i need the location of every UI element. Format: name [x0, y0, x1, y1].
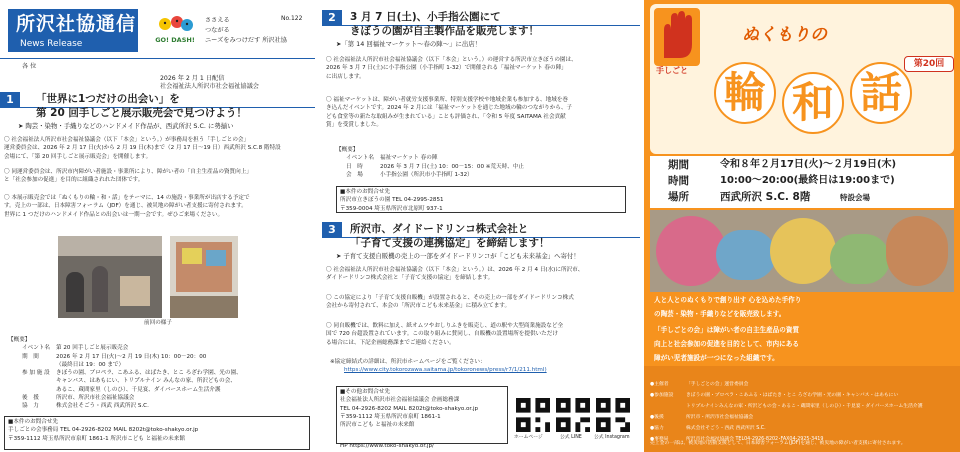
- text-line: す。売上の一部は、日本障害フォーラム（JDF）を通じ、被災地の障がい者支援に寄付されます。: [4, 203, 247, 210]
- poster-info-value: トリプルナインみんなの家・所沢どもの会・あるこ・蔵間家里（しのひ）・千見宴・ダイバースホーム生活介護: [686, 404, 923, 409]
- section-2-title-1: 3 月 7 日(土)、小手指公園にて: [350, 11, 501, 23]
- tagline-2: つながる: [205, 27, 230, 34]
- outline-row: [22, 353, 242, 361]
- event-photo-1: [58, 236, 162, 318]
- text-line: 向上と社会参加の促進を目的として、市内にある: [654, 340, 799, 348]
- section-3-contact-box: [336, 386, 508, 444]
- text-line: ■本件のお問合せ先: [8, 419, 59, 425]
- section-1-subtitle: ➤ 陶芸・染物・手織りなどのハンドメイド作品が、西武所沢 S.C. に勢揃い: [18, 122, 234, 130]
- poster-body: [650, 292, 954, 366]
- poster-info-row: [650, 414, 923, 431]
- qr-label-instagram: 公式 Instagram: [594, 435, 630, 440]
- row-label-place: 場所: [668, 191, 689, 203]
- section-3-title-2: 「子育て支援の連携協定」を締結します！: [350, 237, 550, 249]
- text-line: と「社会参加の促進」を目的に組織されれた団体です。: [4, 177, 144, 184]
- newsletter-column-left: [0, 0, 315, 452]
- text-line: 所沢市こども と福祉の未来館: [340, 422, 415, 429]
- row-label-period: 期間: [668, 159, 689, 171]
- row-value-place: 西武所沢 S.C. 8階: [720, 191, 811, 203]
- section-2-subtitle: ➤「第 14 回福祉マーケット～春の陣～」に出店！: [336, 40, 482, 48]
- text-line: に出店します。: [326, 73, 365, 80]
- section-1-para-3: [4, 194, 250, 219]
- text-line: 2026 年 3 月 7 日(土)に小手指公園（小手指町 1-32）で開催される「福祉マーケット 春の陣」: [326, 65, 567, 72]
- section-1-para-2: [4, 168, 252, 185]
- outline-label: 参 加 施 設: [22, 370, 50, 377]
- text-line: 会場にて、「第 20 回手しごと展示販売会」を開催します。: [4, 153, 152, 160]
- section-3-para-3: [326, 322, 563, 347]
- outline-row: [22, 402, 242, 410]
- go-dash-badge: GO! DASH!: [155, 36, 195, 44]
- text-line: ども食堂等の新たな取組みが生まれている」ことも評価され、「令和 5 年度 SAITAMA 社会貢献: [326, 113, 566, 120]
- text-line: 〇 社会福祉法人所沢市社会福祉協議会（以下「本会」という。）は、2026 年 2 月 4 日(水)に所沢市、: [326, 267, 584, 273]
- section-2-contact-box: [336, 186, 626, 213]
- qr-code-icon[interactable]: [596, 398, 630, 432]
- section-2-title-2: きぼうの園が自主製作品を販売します！: [350, 25, 539, 37]
- homepage-url[interactable]: HP https://www.toko-shakyo.or.jp/: [340, 443, 434, 449]
- outline-value: 株式会社そごう・西武 西武所沢 S.C.: [55, 403, 149, 410]
- poster-info-value: 所沢市社会福祉協議会 TEL04-2926-8202･FAX04-2925-3419: [686, 437, 824, 442]
- text-line: 〇 社会福祉法人所沢市社会福祉協議会（以下「本会」という。）が事務局を担う「手しごとの会」: [4, 137, 250, 143]
- outline-label: 期 間: [22, 353, 39, 360]
- text-line: る場合には、下記企画総務課までご連絡ください。: [326, 339, 455, 346]
- text-line: 社会福祉法人所沢市社会福祉協議会 企画総務課: [340, 397, 460, 404]
- outline-value: キャンバス、はあもにい、トリプルナイン みんなの家、所沢どもの会、: [55, 378, 236, 385]
- text-line: 障がい児者施設が一つになった組織です。: [654, 354, 779, 362]
- poster-info-row: [650, 425, 923, 442]
- outline-table: [22, 344, 242, 410]
- text-line: TEL 04-2926-8202 MAIL 8202t@toko-shakyo.or.jp: [340, 405, 479, 412]
- text-line: 手しごとの会事務局 TEL 04-2926-8202 MAIL 8202t@toko-shakyo.or.jp: [8, 427, 199, 434]
- section-3-subtitle: ➤ 子育て支援自販機の売上の一部をダイドードリンコが「こども未来基金」へ寄付！: [336, 252, 580, 260]
- brand-block: [8, 9, 138, 52]
- text-line: ■本件のお問合せ先: [340, 189, 391, 195]
- big-char-1: 輪: [714, 62, 776, 124]
- outline-title: 【概要】: [336, 147, 359, 153]
- outline-label: イベント名: [346, 155, 374, 162]
- outline-value: 2026 年 2 月 17 日(火)～2 月 19 日(木) 10：00－20：00: [55, 353, 207, 360]
- poster-big-title: [714, 62, 914, 142]
- edition-badge: 第20回: [904, 56, 954, 72]
- text-line: 所沢市立きぼうの園 TEL 04-2995-2851: [340, 197, 444, 204]
- outline-row: [346, 163, 524, 171]
- outline-label: [22, 386, 56, 394]
- release-org: 社会福祉法人所沢市社会福祉協議会: [160, 83, 259, 90]
- section-3-title-1: 所沢市、ダイドードリンコ株式会社と: [350, 223, 529, 235]
- section-1-contact-box: [4, 416, 310, 450]
- outline-value: （最終日は 19：00 まで）: [55, 361, 125, 368]
- newsletter-column-middle: [322, 0, 640, 452]
- text-line: 〇 本展示販売会では「ぬくもりの輪・和・話」をテーマに、14 の施設・事業所が出店する予定で: [4, 195, 250, 201]
- poster-info-row: [650, 381, 923, 398]
- outline-row: [22, 377, 242, 385]
- text-line: 世界に 1 つだけのハンドメイド作品との出会いは一期一会です。ぜひご来場ください。: [4, 211, 224, 218]
- outline-row: [22, 394, 242, 402]
- outline-value: 小手指公園（所沢市小手指町 1-32）: [379, 171, 473, 178]
- qr-label-homepage: ホームページ: [514, 435, 543, 440]
- section-3-para-1: [326, 266, 583, 283]
- text-line: 〒359-1112 埼玉県所沢市泉町 1861-1 所沢市こども と福祉の未来館: [8, 435, 185, 442]
- section-3-para-2: [326, 294, 574, 311]
- poster-info-value: 株式会社そごう・西武 西武所沢 S.C.: [686, 426, 766, 431]
- section-2-number: 2: [322, 10, 342, 26]
- outline-value: きぼうの園、ブロペラ、こあふる、はばたき、とこ ろざわ学園、光の園、: [55, 370, 242, 377]
- poster-info-value: 「手しごとの会」運営委員会: [686, 382, 749, 387]
- event-poster: [644, 0, 960, 452]
- poster-info-row: [650, 392, 923, 409]
- section-2-para-2: [326, 96, 572, 129]
- row-value-time: 10:00～20:00(最終日は19:00まで): [720, 175, 895, 186]
- outline-title: 【概要】: [8, 337, 31, 343]
- section-1-outline: [8, 336, 242, 411]
- section-1-number: 1: [0, 92, 20, 108]
- issue-number: No.122: [281, 15, 303, 22]
- crafts-photo: [650, 210, 954, 292]
- big-char-2: 和: [782, 72, 844, 134]
- outline-row: [22, 344, 242, 352]
- poster-info-label: ●協力: [650, 426, 664, 431]
- poster-info-rows: [650, 156, 954, 208]
- outline-value: 所沢市、所沢市社会福祉協議会: [55, 395, 135, 402]
- qr-code-icon[interactable]: [556, 398, 590, 432]
- outline-row: [346, 154, 524, 162]
- text-line: 〒359-0004 埼玉県所沢市北原町 937-1: [340, 205, 443, 212]
- text-line: 「手しごとの会」は障がい者の自主生産品の資質: [654, 326, 800, 334]
- section-1-title-2: 第 20 回手しごと展示販売会で見つけよう！: [36, 107, 247, 119]
- section-2-para-1: [326, 56, 577, 81]
- section-2-outline: [336, 146, 524, 179]
- row-value-place-extra: 特設会場: [840, 193, 870, 202]
- poster-info-value: 所沢市・所沢市社会福祉協議会: [686, 415, 754, 420]
- tagline-3: ニーズをみつけだす 所沢社協: [205, 37, 287, 44]
- event-photo-2: [170, 236, 238, 318]
- outline-row: [22, 386, 242, 394]
- outline-value: 福祉マーケット 春の陣: [379, 155, 438, 162]
- news-release-label: News Release: [20, 39, 83, 49]
- go-dash-logo: [151, 12, 199, 46]
- poster-info-label: ●後援: [650, 415, 664, 420]
- section-3-number: 3: [322, 222, 342, 238]
- text-line: 会社から寄付されて、本会の「所沢市こども未来基金」に積み立てます。: [326, 303, 511, 310]
- text-line: の陶芸・染物・手織りなどを販売致します。: [654, 310, 786, 318]
- poster-info-row: [650, 403, 923, 420]
- row-label-time: 時間: [668, 175, 689, 187]
- row-value-period: 令和８年２月17日(火)～２月19日(木): [720, 159, 897, 170]
- section-3-note: ※協定締結式の詳細は、所沢市ホームページをご覧ください：: [330, 359, 486, 365]
- outline-label: 協 力: [22, 403, 39, 410]
- outline-label: [22, 377, 56, 385]
- outline-label: 日 時: [346, 163, 363, 170]
- press-release-link[interactable]: https://www.city.tokorozawa.saitama.jp/tokoronews/press/r7/1/211.html): [344, 367, 547, 373]
- text-line: 国で 720 台超設置されています。この取り組みに賛同し、自販機の設置場所を提供いただけ: [326, 331, 558, 338]
- text-line: 〒359-1112 埼玉県所沢市泉町 1861-1: [340, 413, 441, 420]
- outline-value: 第 20 回手しごと展示販売会: [55, 345, 129, 352]
- outline-label: 後 援: [22, 395, 39, 402]
- text-line: 人と人とのぬくもりで創り出す 心を込めた手作り: [654, 296, 802, 304]
- outline-label: 会 場: [346, 171, 363, 178]
- outline-table: [346, 154, 524, 179]
- section-1-title-1: 「世界に1つだけの出会い」を: [36, 93, 180, 105]
- header-divider: [0, 58, 315, 59]
- poster-info-value: きぼうの園・プロペラ・こあふる・はばたき・とこ ろざわ学園・光の園・キャンバス・はあもにい: [686, 393, 899, 398]
- text-line: 運営委員会は、2026 年 2 月 17 日(火)から 2 月 19 日(木)まで（2 月 17 日～19 日）西武所沢 S.C.8 階特設: [4, 145, 281, 152]
- poster-info-row: [650, 370, 923, 387]
- text-line: 〇 この協定により「子育て支援自販機」が設置されると、その売上の一部をダイドードリンコ株式: [326, 295, 574, 301]
- big-char-3: 話: [850, 62, 912, 124]
- brand-title: 所沢社協通信: [16, 13, 137, 35]
- text-line: ■その他お問合せ先: [340, 389, 391, 395]
- poster-footer: 売上金の一部は、被災地の活動支援として、日本障害フォーラム(JDF)を通じ、被災地の障がい者支援に寄付されます。: [650, 441, 906, 446]
- outline-label: [22, 361, 56, 369]
- outline-row: [22, 369, 242, 377]
- release-date: 2026 年 2 月 1 日配信: [160, 75, 225, 82]
- to-label: 各 位: [22, 63, 37, 70]
- outline-value: 2026 年 3 月 7 日(土) 10：00－15：00 ※荒天時、中止: [379, 163, 525, 170]
- tagline-1: ささえる: [205, 17, 230, 24]
- poster-brand: 手しごと: [656, 66, 688, 75]
- text-line: 〇 同自販機では、飲料に加え、紙オムツやおしりふきを販売し、道の駅や大型商業施設など全: [326, 323, 564, 329]
- section-1-para-1: [4, 136, 281, 161]
- text-line: 賞」を受賞しました。: [326, 121, 382, 128]
- outline-row: [346, 171, 524, 179]
- outline-label: イベント名: [22, 345, 50, 352]
- poster-info-label: ●事務局: [650, 437, 669, 442]
- text-line: 〇 福祉マーケットは、障がい者就労支援事業所、特別支援学校や地域企業も参加する、地域を巻: [326, 97, 569, 103]
- text-line: き込んだイベントです。2024 年 2 月には「福祉マーケットを通じた地域の輪のつながりから、子: [326, 105, 573, 112]
- text-line: 〇 同運営委員会は、所沢市内障がい者施設・事業所により、障がい者の「自主生産品の資質向上」: [4, 169, 252, 175]
- qr-label-line: 公式 LINE: [560, 435, 582, 440]
- poster-info-label: ●参加施設: [650, 393, 674, 398]
- hand-logo-icon: [654, 8, 700, 66]
- qr-code-icon[interactable]: [516, 398, 550, 432]
- poster-info-label: ●主催者: [650, 382, 669, 387]
- poster-title: ぬくもりの: [742, 25, 827, 45]
- outline-value: あるこ、蔵間家里（しのひ）、千見宴、ダイバースホーム生活介護: [55, 386, 221, 393]
- text-line: ダイドードリンコ株式会社と「子育て支援の協定」を締結します。: [326, 275, 494, 282]
- photo-caption: 前回の様子: [144, 320, 172, 326]
- text-line: 〇 社会福祉法人所沢市社会福祉協議会（以下「本会」という。）の運営する所沢市立きぼうの園は、: [326, 57, 577, 63]
- outline-row: [22, 361, 242, 369]
- poster-info-block: [644, 366, 960, 452]
